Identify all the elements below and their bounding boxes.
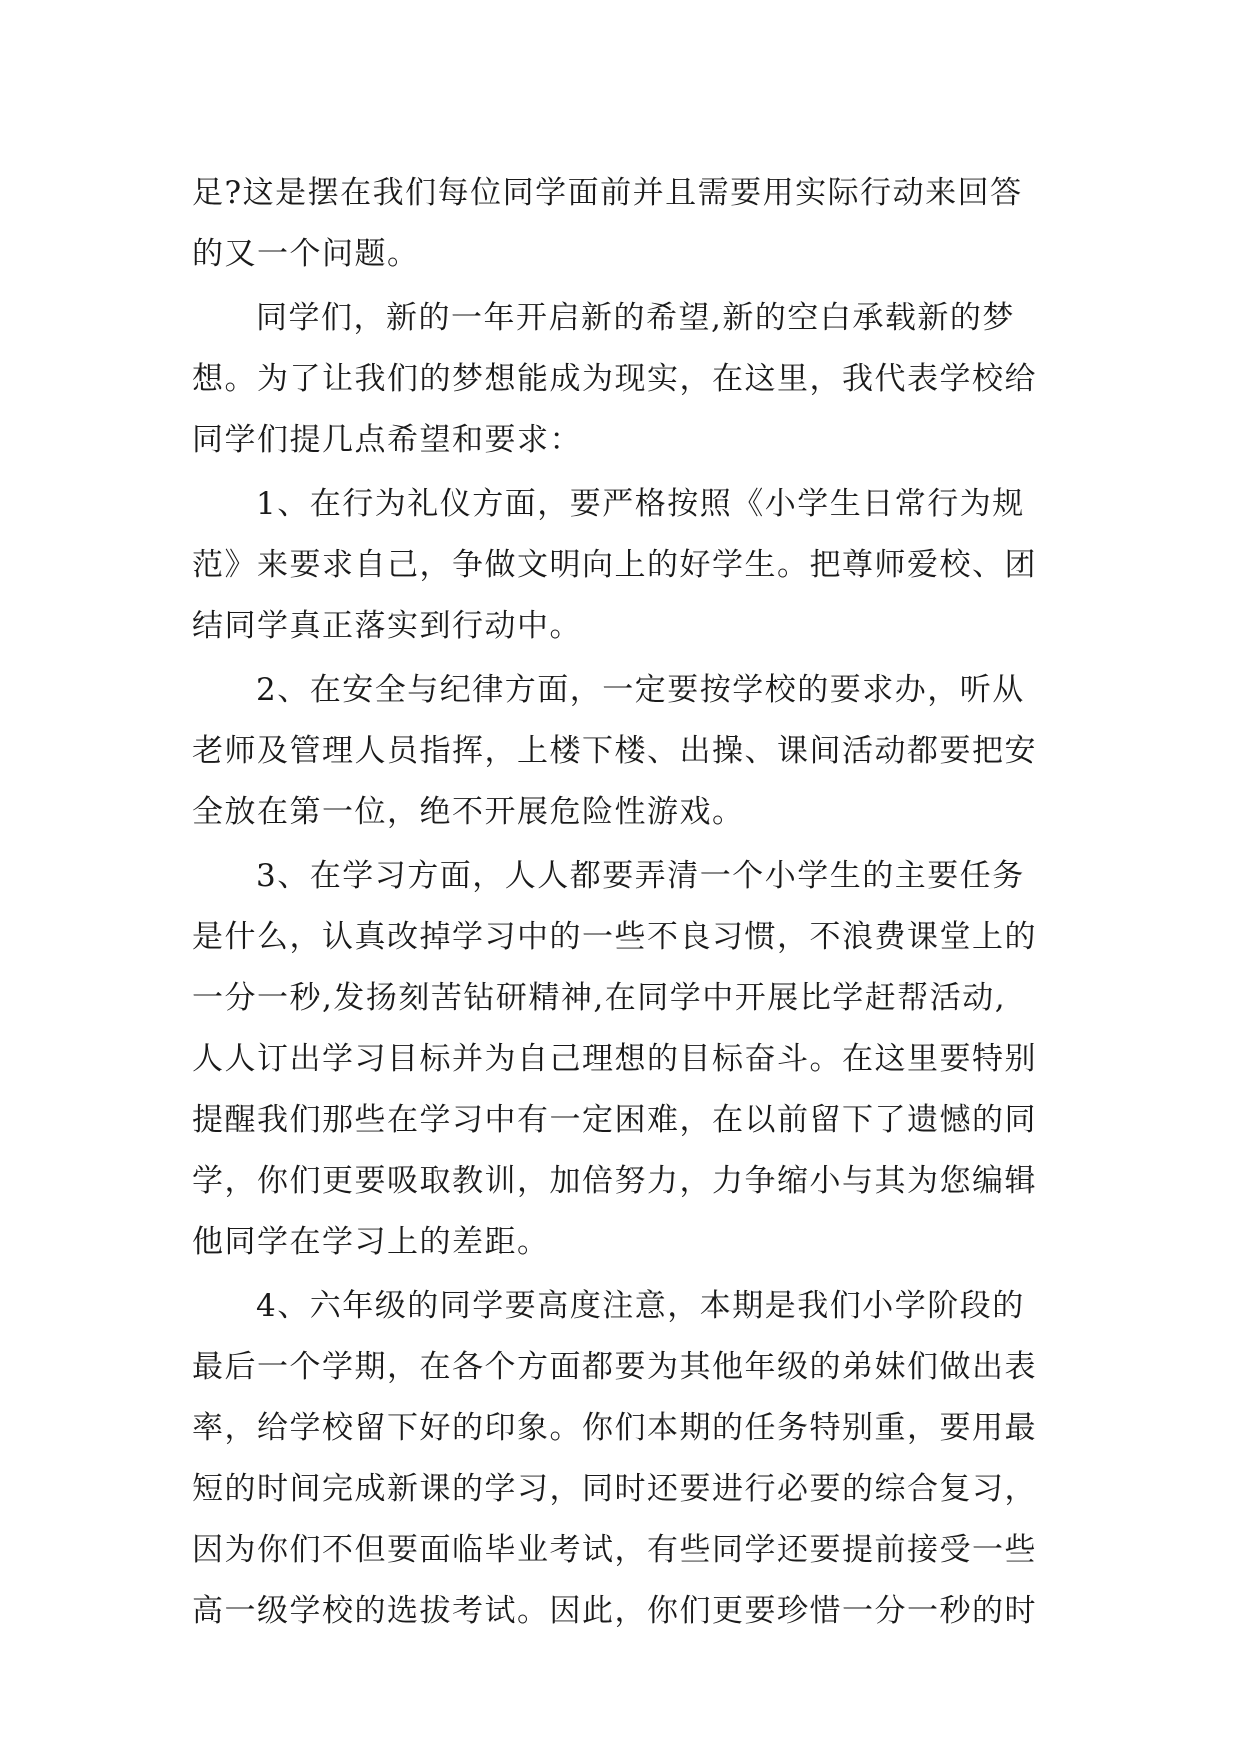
paragraph [192,474,1052,657]
text-line: 3、在学习方面，人人都要弄清一个小学生的主要任务 [256,858,1025,894]
paragraph [192,1276,1052,1642]
text-line: 足?这是摆在我们每位同学面前并且需要用实际行动来回答 [192,175,1023,211]
text-line: 1、在行为礼仪方面，要严格按照《小学生日常行为规 [256,486,1025,522]
document-body [192,160,1052,1642]
paragraph [192,846,1052,1273]
text-line: 全放在第一位，绝不开展危险性游戏。 [192,794,745,830]
text-line: 短的时间完成新课的学习，同时还要进行必要的综合复习， [192,1471,1037,1507]
text-line: 高一级学校的选拔考试。因此，你们更要珍惜一分一秒的时 [192,1593,1037,1629]
text-line: 2、在安全与纪律方面，一定要按学校的要求办，听从 [256,672,1025,708]
text-line: 最后一个学期，在各个方面都要为其他年级的弟妹们做出表 [192,1349,1037,1385]
paragraph [192,163,1052,285]
text-line: 的又一个问题。 [192,236,420,272]
text-line: 他同学在学习上的差距。 [192,1224,550,1260]
text-line: 因为你们不但要面临毕业考试，有些同学还要提前接受一些 [192,1532,1037,1568]
text-line: 同学们，新的一年开启新的希望,新的空白承载新的梦 [256,300,1015,336]
text-line: 老师及管理人员指挥，上楼下楼、出操、课间活动都要把安 [192,733,1037,769]
text-line: 同学们提几点希望和要求： [192,422,582,458]
text-line: 一分一秒,发扬刻苦钻研精神,在同学中开展比学赶帮活动, [192,980,1007,1016]
text-line: 人人订出学习目标并为自己理想的目标奋斗。在这里要特别 [192,1041,1037,1077]
text-line: 4、六年级的同学要高度注意，本期是我们小学阶段的 [256,1288,1025,1324]
text-line: 想。为了让我们的梦想能成为现实，在这里，我代表学校给 [192,361,1037,397]
text-line: 是什么，认真改掉学习中的一些不良习惯，不浪费课堂上的 [192,919,1037,955]
text-line: 率，给学校留下好的印象。你们本期的任务特别重，要用最 [192,1410,1037,1446]
paragraph [192,660,1052,843]
text-line: 结同学真正落实到行动中。 [192,608,582,644]
text-line: 提醒我们那些在学习中有一定困难，在以前留下了遗憾的同 [192,1102,1037,1138]
text-line: 学，你们更要吸取教训，加倍努力，力争缩小与其为您编辑 [192,1163,1037,1199]
paragraph [192,288,1052,471]
text-line: 范》来要求自己，争做文明向上的好学生。把尊师爱校、团 [192,547,1037,583]
